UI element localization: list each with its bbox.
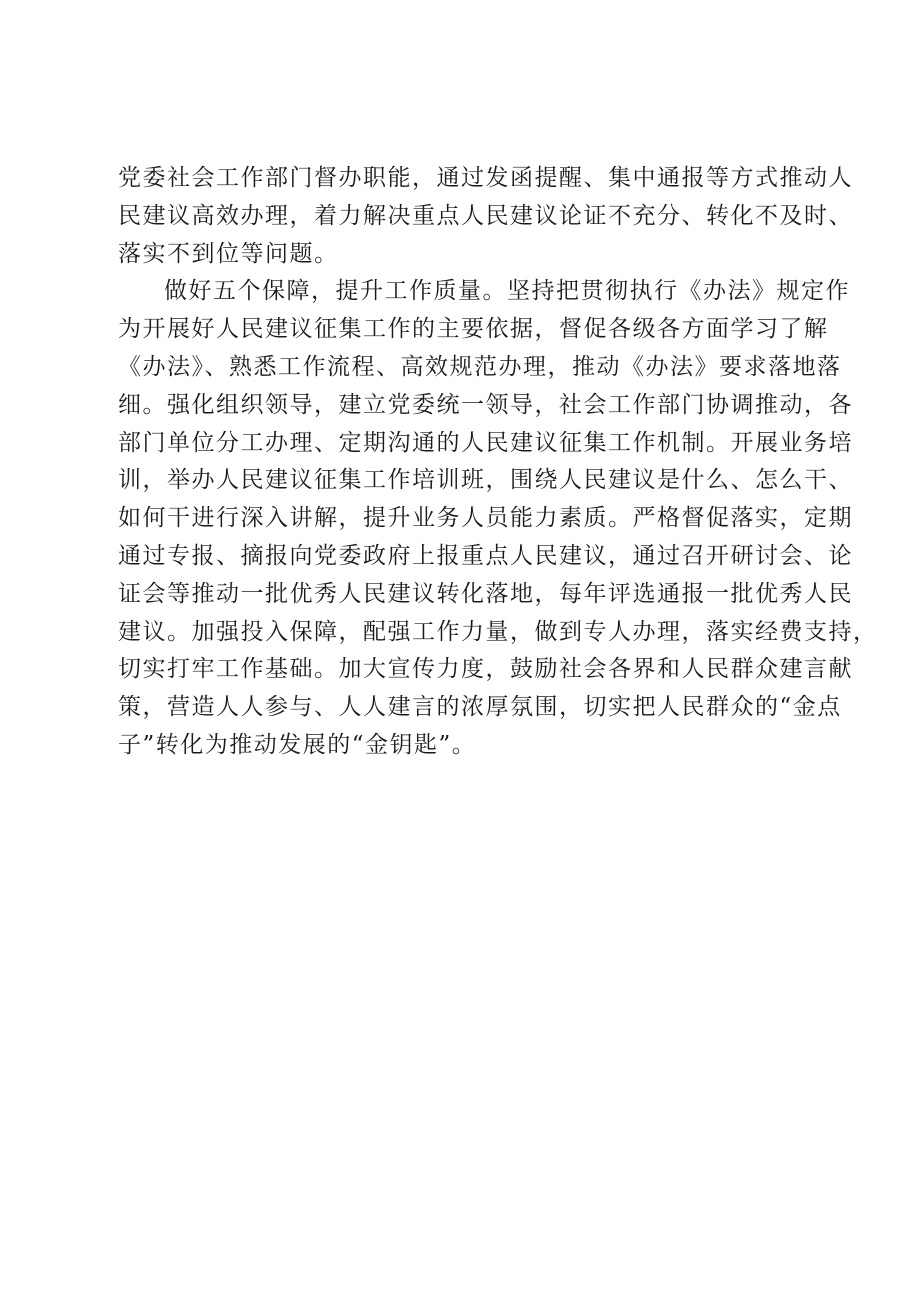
paragraph-2-line-5: 部门单位分工办理、定期沟通的人民建议征集工作机制。开展业务培	[118, 429, 853, 456]
paragraph-2-line-7: 如何干进行深入讲解，提升业务人员能力素质。严格督促落实，定期	[118, 505, 853, 532]
paragraph-2-line-8: 通过专报、摘报向党委政府上报重点人民建议，通过召开研讨会、论	[118, 542, 853, 569]
paragraph-2-line-6: 训，举办人民建议征集工作培训班，围绕人民建议是什么、怎么干、	[118, 467, 853, 494]
body-text	[118, 160, 878, 765]
paragraph-2-line-1: 做好五个保障，提升工作质量。坚持把贯彻执行《办法》规定作	[164, 278, 850, 305]
paragraph-1-line-1: 党委社会工作部门督办职能，通过发函提醒、集中通报等方式推动人	[118, 165, 853, 191]
paragraph-2-line-3: 《办法》、熟悉工作流程、高效规范办理，推动《办法》要求落地落	[118, 353, 842, 380]
paragraph-2-line-13: 子”转化为推动发展的“金钥匙”。	[118, 731, 477, 758]
paragraph-2-line-4: 细。强化组织领导，建立党委统一领导，社会工作部门协调推动，各	[118, 391, 853, 418]
paragraph-2-line-12: 策，营造人人参与、人人建言的浓厚氛围，切实把人民群众的“金点	[118, 694, 842, 721]
paragraph-1-line-2: 民建议高效办理，着力解决重点人民建议论证不充分、转化不及时、	[118, 202, 853, 229]
paragraph-2-line-11: 切实打牢工作基础。加大宣传力度，鼓励社会各界和人民群众建言献	[118, 656, 853, 683]
paragraph-1-line-3: 落实不到位等问题。	[118, 240, 339, 267]
paragraph-2-line-9: 证会等推动一批优秀人民建议转化落地，每年评选通报一批优秀人民	[118, 580, 853, 607]
paragraph-2-line-2: 为开展好人民建议征集工作的主要依据，督促各级各方面学习了解	[118, 316, 829, 343]
paragraph-2-line-10: 建议。加强投入保障，配强工作力量，做到专人办理，落实经费支持，	[118, 618, 878, 645]
